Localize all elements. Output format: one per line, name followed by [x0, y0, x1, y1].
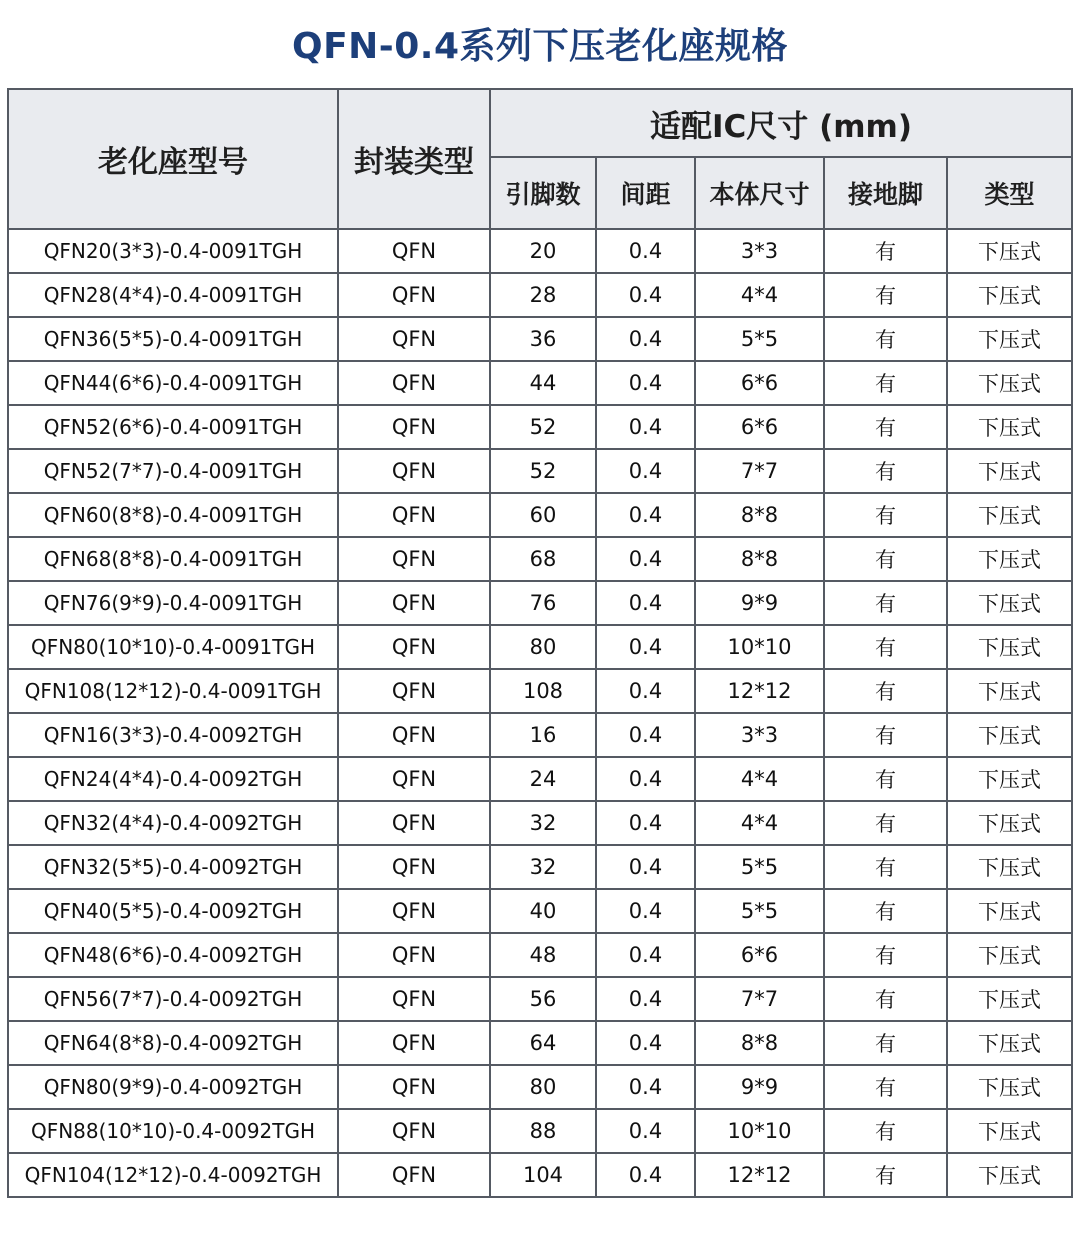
cell-ground-pin: 有: [824, 669, 947, 713]
cell-pitch: 0.4: [596, 449, 695, 493]
cell-ground-pin: 有: [824, 977, 947, 1021]
cell-model: QFN28(4*4)-0.4-0091TGH: [8, 273, 338, 317]
cell-package: QFN: [338, 1109, 490, 1153]
header-ic-size-group: 适配IC尺寸 (mm): [490, 89, 1072, 157]
cell-type: 下压式: [947, 1153, 1072, 1197]
cell-type: 下压式: [947, 317, 1072, 361]
cell-type: 下压式: [947, 581, 1072, 625]
cell-ground-pin: 有: [824, 537, 947, 581]
table-row: [8, 1109, 1072, 1153]
cell-pins: 32: [490, 845, 596, 889]
cell-package: QFN: [338, 493, 490, 537]
cell-pins: 24: [490, 757, 596, 801]
cell-ground-pin: 有: [824, 449, 947, 493]
cell-body-size: 8*8: [695, 537, 824, 581]
cell-pins: 56: [490, 977, 596, 1021]
cell-pitch: 0.4: [596, 977, 695, 1021]
cell-body-size: 8*8: [695, 1021, 824, 1065]
cell-ground-pin: 有: [824, 1065, 947, 1109]
cell-ground-pin: 有: [824, 1153, 947, 1197]
cell-pitch: 0.4: [596, 1109, 695, 1153]
cell-type: 下压式: [947, 449, 1072, 493]
cell-ground-pin: 有: [824, 317, 947, 361]
cell-pitch: 0.4: [596, 273, 695, 317]
cell-pitch: 0.4: [596, 317, 695, 361]
cell-type: 下压式: [947, 1065, 1072, 1109]
cell-type: 下压式: [947, 537, 1072, 581]
cell-pins: 36: [490, 317, 596, 361]
cell-type: 下压式: [947, 273, 1072, 317]
header-ground-pin: 接地脚: [824, 157, 947, 229]
cell-body-size: 5*5: [695, 317, 824, 361]
cell-type: 下压式: [947, 889, 1072, 933]
table-row: [8, 625, 1072, 669]
cell-body-size: 5*5: [695, 889, 824, 933]
cell-body-size: 3*3: [695, 229, 824, 273]
cell-model: QFN80(10*10)-0.4-0091TGH: [8, 625, 338, 669]
cell-model: QFN36(5*5)-0.4-0091TGH: [8, 317, 338, 361]
table-row: [8, 361, 1072, 405]
cell-pins: 60: [490, 493, 596, 537]
page-title: QFN-0.4系列下压老化座规格: [291, 26, 789, 67]
cell-ground-pin: 有: [824, 361, 947, 405]
cell-pins: 80: [490, 625, 596, 669]
cell-model: QFN52(7*7)-0.4-0091TGH: [8, 449, 338, 493]
cell-pitch: 0.4: [596, 625, 695, 669]
cell-model: QFN40(5*5)-0.4-0092TGH: [8, 889, 338, 933]
cell-ground-pin: 有: [824, 933, 947, 977]
cell-model: QFN68(8*8)-0.4-0091TGH: [8, 537, 338, 581]
cell-package: QFN: [338, 625, 490, 669]
cell-package: QFN: [338, 229, 490, 273]
table-row: [8, 1021, 1072, 1065]
header-pitch: 间距: [596, 157, 695, 229]
header-model: 老化座型号: [8, 89, 338, 229]
table-row: [8, 669, 1072, 713]
cell-model: QFN76(9*9)-0.4-0091TGH: [8, 581, 338, 625]
table-row: [8, 493, 1072, 537]
cell-model: QFN88(10*10)-0.4-0092TGH: [8, 1109, 338, 1153]
cell-package: QFN: [338, 581, 490, 625]
cell-pitch: 0.4: [596, 845, 695, 889]
cell-ground-pin: 有: [824, 493, 947, 537]
table-row: [8, 889, 1072, 933]
table-row: [8, 713, 1072, 757]
cell-model: QFN32(4*4)-0.4-0092TGH: [8, 801, 338, 845]
cell-body-size: 3*3: [695, 713, 824, 757]
spec-table: [7, 88, 1073, 1198]
cell-pins: 28: [490, 273, 596, 317]
cell-pitch: 0.4: [596, 757, 695, 801]
cell-ground-pin: 有: [824, 1109, 947, 1153]
cell-package: QFN: [338, 361, 490, 405]
cell-type: 下压式: [947, 713, 1072, 757]
cell-model: QFN16(3*3)-0.4-0092TGH: [8, 713, 338, 757]
cell-model: QFN32(5*5)-0.4-0092TGH: [8, 845, 338, 889]
cell-type: 下压式: [947, 493, 1072, 537]
table-row: [8, 1153, 1072, 1197]
header-body-size: 本体尺寸: [695, 157, 824, 229]
table-header: [8, 89, 1072, 229]
cell-type: 下压式: [947, 625, 1072, 669]
cell-type: 下压式: [947, 405, 1072, 449]
cell-ground-pin: 有: [824, 845, 947, 889]
cell-ground-pin: 有: [824, 405, 947, 449]
cell-type: 下压式: [947, 361, 1072, 405]
cell-pitch: 0.4: [596, 229, 695, 273]
table-row: [8, 537, 1072, 581]
cell-ground-pin: 有: [824, 229, 947, 273]
cell-pins: 52: [490, 405, 596, 449]
table-row: [8, 449, 1072, 493]
cell-body-size: 9*9: [695, 581, 824, 625]
cell-ground-pin: 有: [824, 1021, 947, 1065]
cell-pins: 20: [490, 229, 596, 273]
cell-body-size: 10*10: [695, 1109, 824, 1153]
cell-pitch: 0.4: [596, 1021, 695, 1065]
cell-pitch: 0.4: [596, 713, 695, 757]
cell-body-size: 4*4: [695, 757, 824, 801]
cell-package: QFN: [338, 1021, 490, 1065]
cell-type: 下压式: [947, 669, 1072, 713]
cell-package: QFN: [338, 977, 490, 1021]
header-type: 类型: [947, 157, 1072, 229]
cell-pitch: 0.4: [596, 493, 695, 537]
cell-pins: 76: [490, 581, 596, 625]
cell-body-size: 6*6: [695, 361, 824, 405]
cell-package: QFN: [338, 1065, 490, 1109]
cell-ground-pin: 有: [824, 757, 947, 801]
cell-pitch: 0.4: [596, 1153, 695, 1197]
table-row: [8, 933, 1072, 977]
cell-body-size: 5*5: [695, 845, 824, 889]
cell-body-size: 6*6: [695, 405, 824, 449]
cell-pitch: 0.4: [596, 537, 695, 581]
cell-body-size: 12*12: [695, 1153, 824, 1197]
cell-model: QFN44(6*6)-0.4-0091TGH: [8, 361, 338, 405]
table-row: [8, 317, 1072, 361]
cell-ground-pin: 有: [824, 273, 947, 317]
cell-pins: 80: [490, 1065, 596, 1109]
table-row: [8, 757, 1072, 801]
cell-pitch: 0.4: [596, 669, 695, 713]
cell-model: QFN48(6*6)-0.4-0092TGH: [8, 933, 338, 977]
cell-type: 下压式: [947, 845, 1072, 889]
cell-pitch: 0.4: [596, 889, 695, 933]
cell-package: QFN: [338, 449, 490, 493]
table-row: [8, 845, 1072, 889]
cell-pins: 32: [490, 801, 596, 845]
cell-package: QFN: [338, 801, 490, 845]
cell-type: 下压式: [947, 933, 1072, 977]
table-row: [8, 273, 1072, 317]
cell-model: QFN24(4*4)-0.4-0092TGH: [8, 757, 338, 801]
header-package: 封装类型: [338, 89, 490, 229]
table-row: [8, 1065, 1072, 1109]
cell-package: QFN: [338, 273, 490, 317]
cell-pins: 104: [490, 1153, 596, 1197]
table-row: [8, 801, 1072, 845]
cell-model: QFN52(6*6)-0.4-0091TGH: [8, 405, 338, 449]
cell-pins: 68: [490, 537, 596, 581]
cell-package: QFN: [338, 757, 490, 801]
cell-package: QFN: [338, 845, 490, 889]
cell-pins: 52: [490, 449, 596, 493]
cell-body-size: 8*8: [695, 493, 824, 537]
cell-model: QFN80(9*9)-0.4-0092TGH: [8, 1065, 338, 1109]
cell-body-size: 4*4: [695, 273, 824, 317]
cell-pitch: 0.4: [596, 801, 695, 845]
cell-body-size: 6*6: [695, 933, 824, 977]
cell-package: QFN: [338, 537, 490, 581]
cell-pins: 64: [490, 1021, 596, 1065]
cell-pins: 48: [490, 933, 596, 977]
cell-ground-pin: 有: [824, 889, 947, 933]
cell-type: 下压式: [947, 229, 1072, 273]
cell-body-size: 10*10: [695, 625, 824, 669]
cell-pins: 108: [490, 669, 596, 713]
table-row: [8, 229, 1072, 273]
table-row: [8, 977, 1072, 1021]
cell-pins: 88: [490, 1109, 596, 1153]
cell-model: QFN56(7*7)-0.4-0092TGH: [8, 977, 338, 1021]
cell-type: 下压式: [947, 801, 1072, 845]
header-pins: 引脚数: [490, 157, 596, 229]
cell-pins: 44: [490, 361, 596, 405]
cell-package: QFN: [338, 405, 490, 449]
cell-model: QFN60(8*8)-0.4-0091TGH: [8, 493, 338, 537]
cell-type: 下压式: [947, 757, 1072, 801]
cell-package: QFN: [338, 933, 490, 977]
cell-model: QFN104(12*12)-0.4-0092TGH: [8, 1153, 338, 1197]
cell-type: 下压式: [947, 1021, 1072, 1065]
cell-ground-pin: 有: [824, 713, 947, 757]
cell-type: 下压式: [947, 977, 1072, 1021]
cell-package: QFN: [338, 713, 490, 757]
cell-model: QFN108(12*12)-0.4-0091TGH: [8, 669, 338, 713]
cell-body-size: 12*12: [695, 669, 824, 713]
cell-package: QFN: [338, 317, 490, 361]
cell-type: 下压式: [947, 1109, 1072, 1153]
table-row: [8, 405, 1072, 449]
cell-body-size: 7*7: [695, 449, 824, 493]
cell-package: QFN: [338, 1153, 490, 1197]
cell-model: QFN64(8*8)-0.4-0092TGH: [8, 1021, 338, 1065]
cell-package: QFN: [338, 669, 490, 713]
cell-pitch: 0.4: [596, 405, 695, 449]
cell-ground-pin: 有: [824, 801, 947, 845]
cell-body-size: 9*9: [695, 1065, 824, 1109]
cell-pitch: 0.4: [596, 361, 695, 405]
cell-ground-pin: 有: [824, 581, 947, 625]
cell-body-size: 4*4: [695, 801, 824, 845]
cell-pitch: 0.4: [596, 1065, 695, 1109]
table-row: [8, 581, 1072, 625]
cell-pitch: 0.4: [596, 581, 695, 625]
cell-body-size: 7*7: [695, 977, 824, 1021]
cell-pitch: 0.4: [596, 933, 695, 977]
cell-model: QFN20(3*3)-0.4-0091TGH: [8, 229, 338, 273]
header-row-top: [8, 89, 1072, 157]
cell-pins: 40: [490, 889, 596, 933]
cell-pins: 16: [490, 713, 596, 757]
cell-package: QFN: [338, 889, 490, 933]
cell-ground-pin: 有: [824, 625, 947, 669]
table-body: [8, 229, 1072, 1197]
